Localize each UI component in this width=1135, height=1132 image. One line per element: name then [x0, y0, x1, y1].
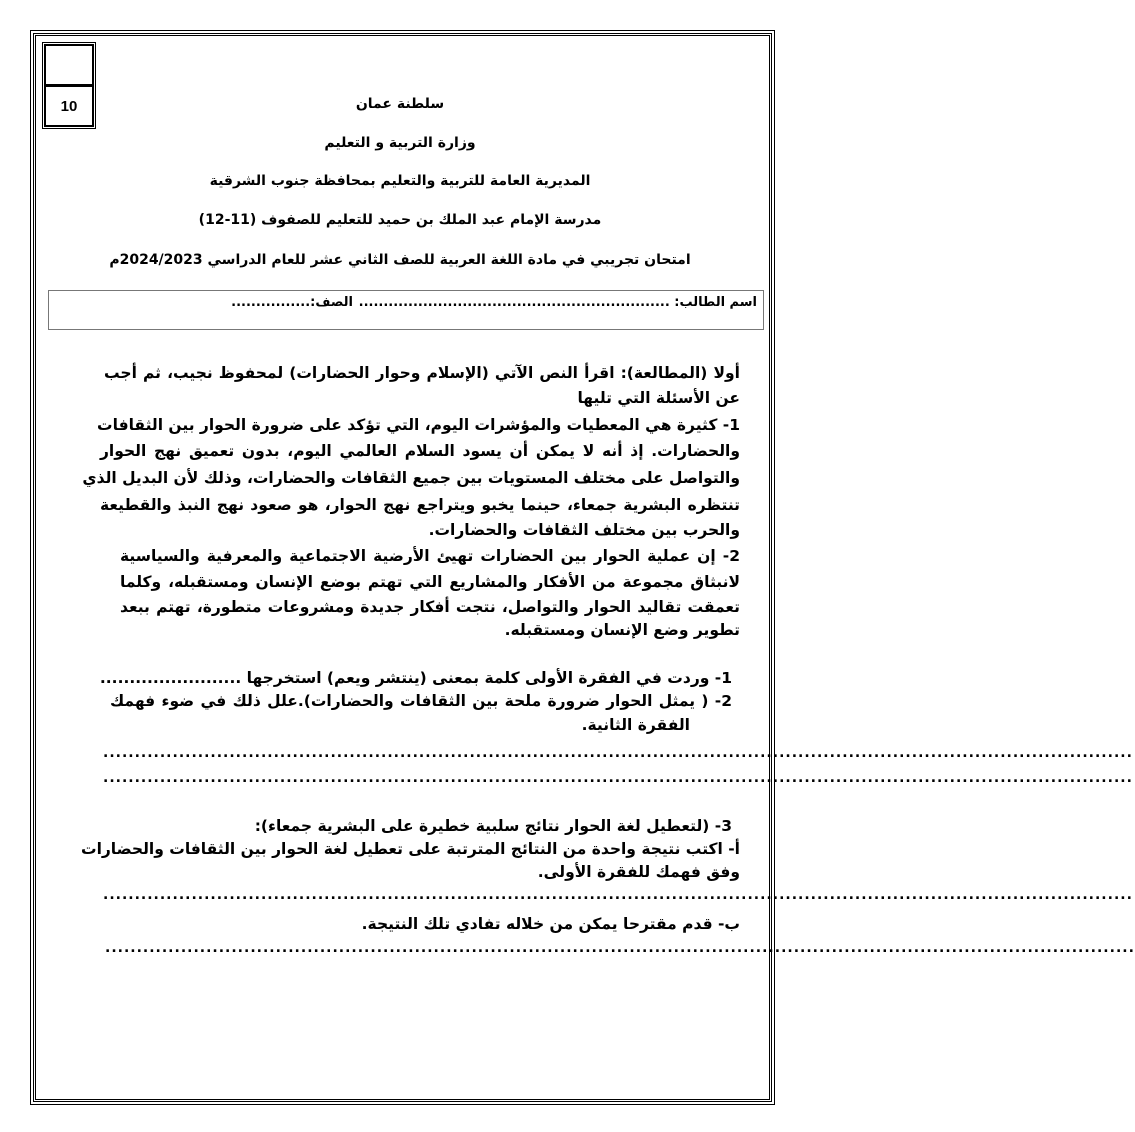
class-field[interactable]: الصف:................ — [231, 295, 353, 310]
question-1: 1- وردت في الفقرة الأولى كلمة بمعنى (ينتشر ويعم) استخرجها ........................ — [99, 669, 732, 687]
paragraph1-line: والحضارات. إذ أنه لا يمكن أن يسود السلام العالمي اليوم، بدون تعميق نهج الحوار — [100, 442, 740, 460]
paragraph2-line: تطوير وضع الإنسان ومستقبله. — [504, 621, 740, 639]
score-cell[interactable] — [45, 45, 93, 85]
student-info-box — [48, 290, 764, 330]
student-name-field[interactable]: اسم الطالب: ............................................................... — [358, 295, 757, 310]
reading-instruction-cont: عن الأسئلة التي تليها — [577, 389, 740, 407]
paragraph2-line: 2- إن عملية الحوار بين الحضارات تهيئ الأرضية الاجتماعية والمعرفية والسياسية — [120, 547, 740, 565]
question-3b: ب- قدم مقترحا يمكن من خلاله تفادي تلك النتيجة. — [361, 915, 740, 933]
header-school: مدرسة الإمام عبد الملك بن حميد للتعليم للصفوف (11-12) — [198, 212, 602, 228]
answer-line[interactable]: ................................................................................................................................................................... — [103, 745, 1133, 761]
answer-line[interactable]: ................................................................................................................................................................... — [103, 887, 1133, 903]
reading-instruction: أولا (المطالعة): اقرأ النص الآتي (الإسلام وحوار الحضارات) لمحفوظ نجيب، ثم أجب — [104, 364, 740, 382]
paragraph2-line: لانبثاق مجموعة من الأفكار والمشاريع التي تهتم بوضع الإنسان ومستقبله، وكلما — [120, 573, 740, 591]
total-mark: 10 — [45, 85, 93, 126]
paragraph1-line: 1- كثيرة هي المعطيات والمؤشرات اليوم، التي تؤكد على ضرورة الحوار بين الثقافات — [97, 416, 740, 434]
header-country: سلطنة عمان — [355, 96, 445, 112]
exam-title: امتحان تجريبي في مادة اللغة العربية للصف الثاني عشر للعام الدراسي 2024/2023م — [109, 252, 691, 268]
answer-line[interactable]: ................................................................................................................................................................... — [105, 940, 1135, 956]
header-ministry: وزارة التربية و التعليم — [324, 135, 476, 151]
question-3: 3- (لتعطيل لغة الحوار نتائج سلبية خطيرة على البشرية جمعاء): — [254, 817, 732, 835]
question-3a: أ- اكتب نتيجة واحدة من النتائج المترتبة على تعطيل لغة الحوار بين الثقافات والحضارات — [81, 840, 740, 858]
paragraph1-line: والتواصل على مختلف المستويات بين جميع الثقافات والحضارات، وذلك لأن البديل الذي — [82, 469, 740, 487]
paragraph2-line: تعمقت تقاليد الحوار والتواصل، نتجت أفكار جديدة ومشروعات متطورة، تهتم ببعد — [120, 598, 740, 616]
answer-line[interactable]: ................................................................................................................................................................... — [103, 770, 1133, 786]
question-2: 2- ( يمثل الحوار ضرورة ملحة بين الثقافات والحضارات).علل ذلك في ضوء فهمك — [110, 692, 732, 710]
question-3a-cont: وفق فهمك للفقرة الأولى. — [537, 863, 740, 881]
paragraph1-line: والحرب بين مختلف الثقافات والحضارات. — [428, 521, 740, 539]
question-2-cont: الفقرة الثانية. — [581, 716, 690, 734]
header-directorate: المديرية العامة للتربية والتعليم بمحافظة جنوب الشرقية — [209, 173, 591, 189]
score-box — [42, 42, 96, 129]
paragraph1-line: تنتظره البشرية جمعاء، حينما يخبو ويتراجع نهج الحوار، هو صعود نهج النبذ والقطيعة — [100, 496, 740, 514]
